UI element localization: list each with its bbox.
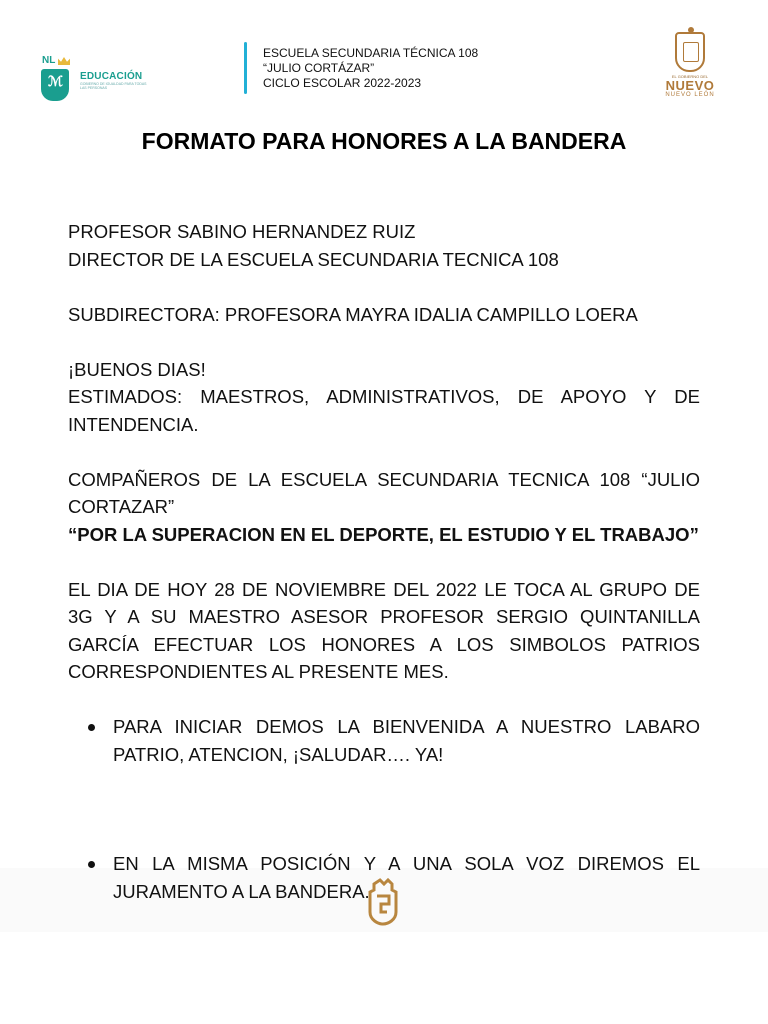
director-title: DIRECTOR DE LA ESCUELA SECUNDARIA TECNICA 108	[68, 248, 559, 270]
school-namesake: “JULIO CORTÁZAR”	[263, 61, 375, 75]
bullet-icon	[88, 724, 95, 731]
school-cycle: CICLO ESCOLAR 2022-2023	[263, 76, 422, 90]
government-state-text: NUEVO LEÓN	[665, 92, 715, 98]
watermark-logo-icon	[366, 878, 400, 926]
bullet-text: PARA INICIAR DEMOS LA BIENVENIDA A NUESTRO LABARO PATRIO, ATENCION, ¡SALUDAR…. YA!	[113, 716, 700, 765]
coat-of-arms-icon	[675, 32, 705, 72]
intro-paragraph: EL DIA DE HOY 28 DE NOVIEMBRE DEL 2022 LE TOCA AL GRUPO DE 3G Y A SU MAESTRO ASESOR PROFESOR SERGIO QUINTANILLA GARCÍA EFECTUAR LOS HONORES A LOS SIMBOLOS PATRIOS CORRESPONDIENTES AL PRESENTE MES.	[68, 578, 700, 682]
school-name: ESCUELA SECUNDARIA TÉCNICA 108	[263, 46, 479, 60]
companeros-paragraph: COMPAÑEROS DE LA ESCUELA SECUNDARIA TECNICA 108 “JULIO CORTAZAR”	[68, 468, 700, 517]
nuevo-leon-government-logo	[660, 32, 720, 106]
list-item	[68, 713, 700, 768]
bullet-icon	[88, 861, 95, 868]
education-logo	[40, 57, 150, 103]
nl-badge-text: NL	[42, 55, 56, 66]
education-logo-title: EDUCACIÓN	[80, 70, 143, 82]
document-title: FORMATO PARA HONORES A LA BANDERA	[141, 128, 627, 154]
director-name: PROFESOR SABINO HERNANDEZ RUIZ	[68, 221, 416, 242]
government-big-text: NUEVO	[665, 78, 715, 93]
nl-shield-icon	[40, 57, 74, 103]
greeting: ¡BUENOS DIAS!	[68, 358, 206, 380]
crown-icon	[58, 57, 70, 65]
subdirectora-line: SUBDIRECTORA: PROFESORA MAYRA IDALIA CAMPILLO LOERA	[68, 303, 638, 325]
document-header	[0, 0, 768, 120]
estimados-paragraph: ESTIMADOS: MAESTROS, ADMINISTRATIVOS, DE APOYO Y DE INTENDENCIA.	[68, 386, 700, 435]
document-body	[68, 218, 700, 905]
header-divider	[244, 42, 247, 94]
school-info	[263, 46, 478, 91]
bullet-text: EN LA MISMA POSICIÓN Y A UNA SOLA VOZ DIREMOS EL JURAMENTO A LA BANDERA.	[113, 853, 700, 902]
school-motto: “POR LA SUPERACION EN EL DEPORTE, EL ESTUDIO Y EL TRABAJO”	[68, 523, 699, 545]
education-logo-subtitle: GOBIERNO DE IGUALDAD PARA TODAS LAS PERSONAS	[80, 81, 147, 90]
government-small-text: EL GOBIERNO DEL	[671, 74, 709, 79]
shield-glyph-icon: ℳ	[48, 73, 63, 89]
